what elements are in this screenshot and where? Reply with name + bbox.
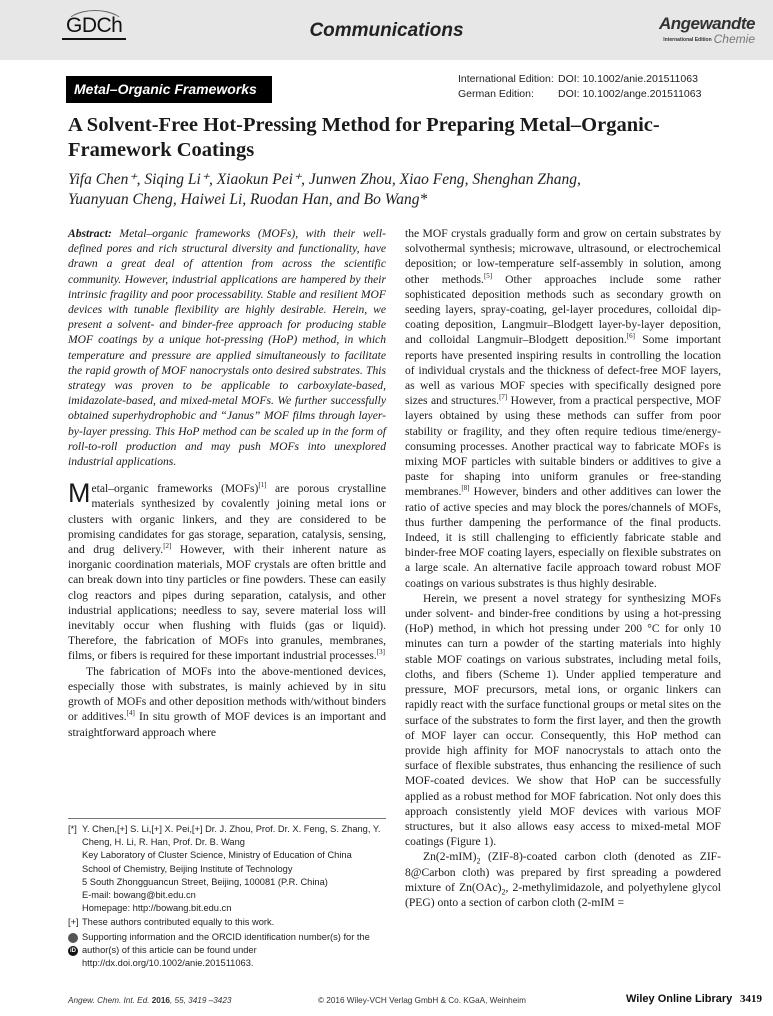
equal-contribution-text: These authors contributed equally to this work.: [82, 917, 275, 928]
body-text: etal–organic frameworks (MOFs): [91, 482, 259, 496]
journal-logo-intl: International Edition: [663, 37, 712, 44]
body-text: the MOF crystals gradually form and grow on certain substrates by solvothermal synthesis; microwave, ultrasound, or electrochemical deposition; or low-temperature self-assembly in solution, among other methods.: [405, 227, 721, 286]
body-paragraph-2: Herein, we present a novel strategy for synthesizing MOFs under solvent- and binder-free conditions by using a hot-pressing (HoP) method, in which hot pressing under 200 °C for only 10 minutes can turn a powder of the starting materials into highly stable MOF coatings on various substrates, including metal foils, cloths, and fibers (Scheme 1). Under applied temperature and pressure, MOF precursors, metal ions, or organic linkers can rapidly react with the surface functional groups or metal sites on the surface of the substrates to form the first layer, and then the growth of MOF layer can occur. Consequently, this HoP method can provide high affinity for MOF nanocrystals to attach onto the surface of flexible substrates, thus enhancing the resilience of such MOF-coated devices. We show that HoP can be successfully applied as a robust method for MOF fabrication. Not only does this approach consistently yield MOF devices with various MOF structures, but it also allows easy access to mixed-metal MOF coatings (Figure 1).: [405, 591, 721, 849]
doi-intl-link[interactable]: DOI: 10.1002/anie.201511063: [558, 73, 698, 85]
citation-ref[interactable]: [2]: [163, 542, 172, 551]
body-paragraph-3: [405, 849, 721, 910]
citation-ref[interactable]: [6]: [626, 332, 635, 341]
left-column: [68, 226, 386, 740]
subscript: 2: [476, 856, 481, 866]
body-text: Some important reports have presented inspiring results in controlling the location of individual crystals and the thickness of defect-free MOF layers, as well as various MOF species with specifically designed pore sizes and structures.: [405, 333, 721, 408]
footer-volume: , 55, 3419 –3423: [169, 996, 232, 1005]
body-text: In situ growth of MOF devices is an important and straightforward approach where: [68, 710, 386, 739]
affiliation-mark: [*]: [68, 824, 77, 834]
abstract-text: Metal–organic frameworks (MOFs), with their well-defined pores and rich structural diversity and functionality, have drawn a great deal of attention from across the scientific community. However, industrial applications are hampered by their intrinsic fragility and poor processability. Stable and resilient MOF devices with tunable flexibility are highly desirable. Herein, we present a solvent- and binder-free approach for producing stable MOF coatings by a unique hot-pressing (HoP) method, in which temperature and pressure are applied simultaneously to facilitate the rapid growth of MOF nanocrystals onto desired substrates. This strategy was proven to be applicable to carboxylate-based, imidazolate-based, and mixed-metal MOFs. We further successfully obtained superhydrophobic and “Janus” MOF films through layer-by-layer pressing. This HoP method can be scaled up in the form of roll-to-roll production and may push MOFs into unexplored industrial applications.: [68, 227, 386, 469]
citation-ref[interactable]: [8]: [461, 484, 470, 493]
doi-intl-label: International Edition:: [458, 73, 554, 85]
footnote-divider: [68, 818, 386, 819]
body-text: , 2-methylimidazole, and polyethylene glycol (PEG) onto a section of carbon cloth (2-mIM =: [405, 880, 721, 909]
body-paragraph-1: [405, 226, 721, 591]
supporting-info-note: [68, 931, 386, 971]
equal-contribution-note: [68, 916, 386, 929]
doi-intl: [458, 72, 701, 87]
body-text: Other approaches include some rather sophisticated deposition methods such as secondary growth on seeding layers, spray-coating, gel-layer procedures, colloidal dip-coating deposition, Langmuir–Blodgett layer-by-layer deposition, and colloidal Langmuir–Blodgett deposition.: [405, 272, 721, 347]
body-text: However, with their inherent nature as inorganic coordination materials, MOF crystals are often brittle and can break down into tiny particles or fine powders. These can easily clog reactors and pipes during separation, catalysis, and other industrial applications; needless to say, severe material loss will inevitably occur when flushing with fluids (gas or liquid). Therefore, the fabrication of MOFs into granules, membranes, films, or fibers is required for these important industrial processes.: [68, 543, 386, 663]
email-link[interactable]: E-mail: bowang@bit.edu.cn: [82, 890, 196, 901]
footer-journal: Angew. Chem. Int. Ed.: [68, 996, 150, 1005]
wiley-online-library-link[interactable]: Wiley Online Library: [626, 993, 733, 1005]
citation-ref[interactable]: [4]: [126, 709, 135, 718]
article-title: A Solvent-Free Hot-Pressing Method for Preparing Metal–Organic-Framework Coatings: [68, 114, 660, 161]
footnotes: [68, 823, 386, 970]
citation-ref[interactable]: [7]: [499, 393, 508, 402]
subscript: 2: [501, 887, 506, 897]
journal-logo-chemie: Chemie: [713, 32, 755, 46]
page-footer: [68, 994, 768, 1008]
doi-german-link[interactable]: DOI: 10.1002/ange.201511063: [558, 88, 702, 100]
affiliation-line: 5 South Zhongguancun Street, Beijing, 100081 (P.R. China): [82, 876, 328, 887]
page-header: [0, 0, 773, 60]
section-title: Communications: [309, 20, 464, 41]
doi-block: [458, 72, 701, 102]
doi-german: [458, 87, 701, 102]
author-line-2: Yuanyuan Cheng, Haiwei Li, Ruodan Han, and Bo Wang*: [68, 191, 428, 208]
author-list: [68, 170, 728, 210]
page-number: 3419: [740, 993, 762, 1005]
affiliation-line: Key Laboratory of Cluster Science, Ministry of Education of China: [82, 850, 352, 861]
citation-footer: [68, 996, 231, 1005]
affiliation-line: School of Chemistry, Beijing Institute of Technology: [82, 863, 293, 874]
supporting-info-text[interactable]: Supporting information and the ORCID identification number(s) for the author(s) of this article can be found under http://dx.doi.org/10.1002/anie.201511063.: [82, 931, 370, 969]
gdch-logo: GDCh: [66, 14, 123, 37]
body-text: are porous crystalline materials synthesized by covalently joining metal ions or clusters with organic linkers, and they are considered to be promising candidates for gas storage, separation, catalysis, sensing, and drug delivery.: [68, 482, 386, 557]
equal-mark: [+]: [68, 917, 79, 928]
journal-logo-bottom: [659, 32, 755, 46]
journal-logo-top: Angewandte: [658, 14, 755, 33]
topic-tag: Metal–Organic Frameworks: [66, 76, 272, 103]
intro-paragraph-2: [68, 664, 386, 740]
orcid-icon: iD: [70, 947, 76, 954]
right-column: [405, 226, 721, 910]
copyright: © 2016 Wiley-VCH Verlag GmbH & Co. KGaA, Weinheim: [318, 996, 526, 1005]
body-text: However, binders and other additives can lower the ratio of active species and may block the pores/channels of MOFs, thus further dampening the performance of the final products. Indeed, it is still challenging to efficiently fabricate stable and binder-free MOF coating layers, especially on flexible substrates on a large scale. An alternative facile approach toward robust MOF coatings on various substrates is thus highly desirable.: [405, 485, 721, 590]
body-text: Zn(2-mIM): [423, 850, 477, 864]
abstract: [68, 226, 386, 469]
affiliation-note: [68, 823, 386, 915]
intro-paragraph-1: [68, 478, 386, 663]
abstract-label: Abstract:: [68, 227, 112, 240]
supporting-info-icon: [68, 933, 78, 943]
body-text: (ZIF-8)-coated carbon cloth (denoted as ZIF-8@Carbon cloth) was prepared by first spreading a powdered mixture of Zn(OAc): [405, 850, 721, 894]
citation-ref[interactable]: [5]: [483, 271, 493, 280]
body-text: However, from a practical perspective, MOF layers obtained by using these methods can suffer from poor stability or fragility, and they often require tedious time/energy-consuming processes. Another practical way to fabricate MOFs is mixing MOF particles with suitable binders or additives to give a paste for shaping into uniform granules or free-standing membranes.: [405, 394, 721, 499]
citation-ref[interactable]: [1]: [258, 481, 267, 490]
citation-ref[interactable]: [3]: [376, 648, 385, 657]
drop-cap: M: [68, 478, 91, 509]
doi-german-label: German Edition:: [458, 88, 534, 100]
author-line-1: Yifa Chen⁺, Siqing Li⁺, Xiaokun Pei⁺, Junwen Zhou, Xiao Feng, Shenghan Zhang,: [68, 171, 581, 188]
journal-logo: [659, 14, 755, 46]
footer-year: 2016: [151, 996, 170, 1005]
body-text: The fabrication of MOFs into the above-mentioned devices, especially those with substrates, is mainly achieved by in situ growth of MOFs and other deposition methods with/without binders or additives.: [68, 664, 386, 724]
affiliation-names: Y. Chen,[+] S. Li,[+] X. Pei,[+] Dr. J. Zhou, Prof. Dr. X. Feng, S. Zhang, Y. Cheng, H. Li, R. Han, Prof. Dr. B. Wang: [82, 824, 381, 848]
homepage-link[interactable]: Homepage: http://bowang.bit.edu.cn: [82, 903, 232, 914]
